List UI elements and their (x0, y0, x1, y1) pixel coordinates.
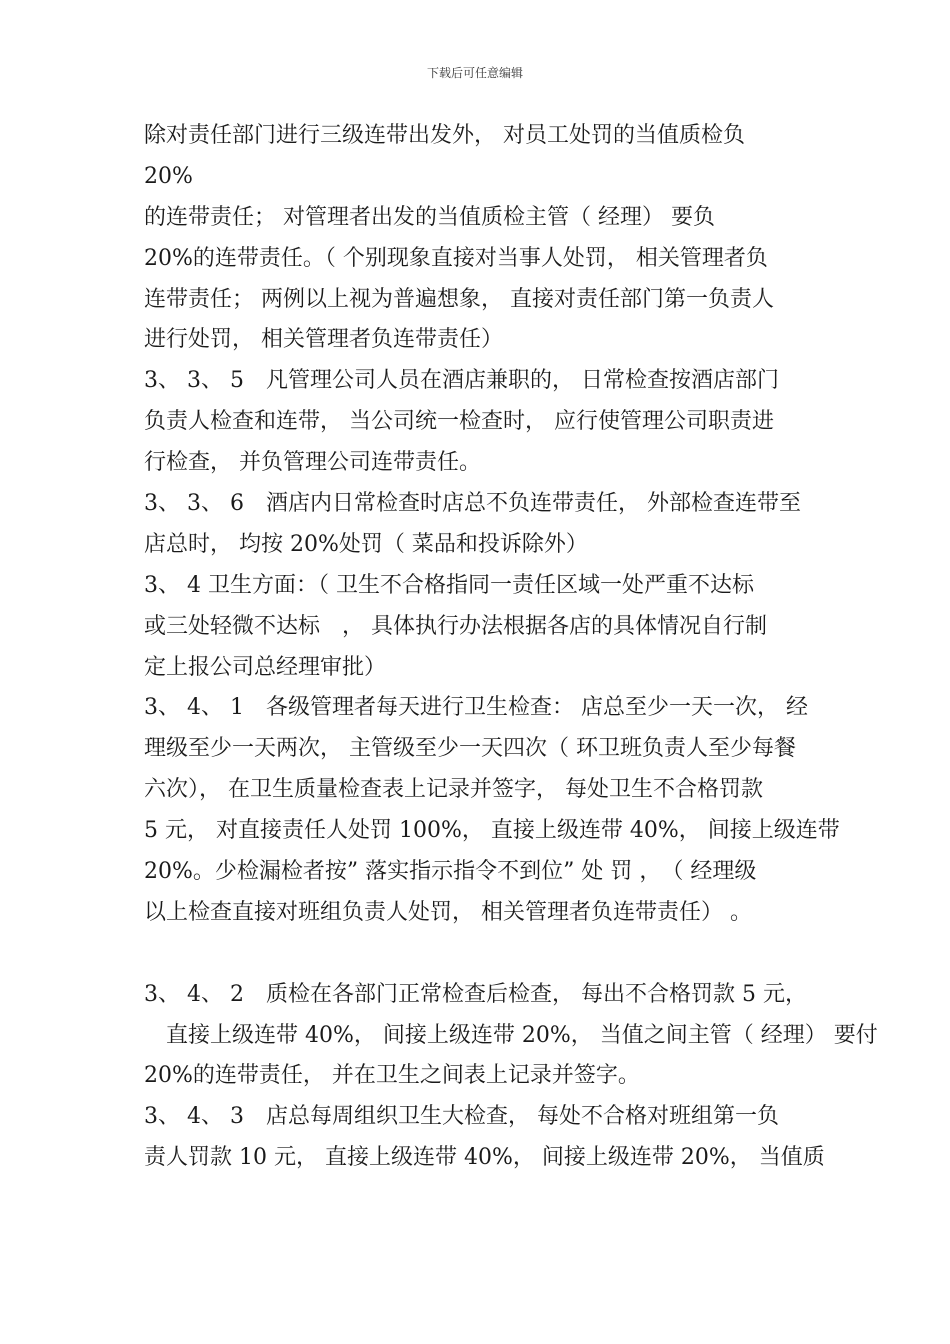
text-line: 店总时， 均按 20%处罚（ 菜品和投诉除外） (144, 531, 588, 557)
text-line: 进行处罚， 相关管理者负连带责任） (144, 327, 503, 353)
text-line: 连带责任； 两例以上视为普遍想象， 直接对责任部门第一负责人 (144, 286, 774, 312)
text-line: 20%。少检漏检者按” 落实指示指令不到位” 处 罚 ， （ 经理级 (144, 859, 757, 885)
page-header-note: 下载后可任意编辑 (426, 66, 523, 80)
text-line: 责人罚款 10 元， 直接上级连带 40%， 间接上级连带 20%， 当值质 (144, 1145, 825, 1171)
text-line: 20%的连带责任， 并在卫生之间表上记录并签字。 (144, 1063, 640, 1089)
text-line: 20% (144, 163, 193, 189)
text-line: 除对责任部门进行三级连带出发外， 对员工处罚的当值质检负 (144, 123, 745, 148)
text-line: 或三处轻微不达标 ， 具体执行办法根据各店的具体情况自行制 (144, 613, 767, 639)
text-line: 3、 4、 1 各级管理者每天进行卫生检查： 店总至少一天一次， 经 (144, 695, 808, 721)
text-line: 3、 3、 6 酒店内日常检查时店总不负连带责任， 外部检查连带至 (144, 491, 801, 517)
text-line: 理级至少一天两次， 主管级至少一天四次（ 环卫班负责人至少每餐 (144, 736, 796, 762)
text-line: 定上报公司总经理审批） (144, 654, 387, 680)
text-line: 六次）， 在卫生质量检查表上记录并签字， 每处卫生不合格罚款 (144, 777, 763, 803)
text-line: 3、 4 卫生方面：（ 卫生不合格指同一责任区域一处严重不达标 (144, 572, 754, 598)
blank-line (144, 934, 824, 975)
text-line: 直接上级连带 40%， 间接上级连带 20%， 当值之间主管（ 经理） 要付 (144, 1022, 878, 1048)
text-line: 5 元， 对直接责任人处罚 100%， 直接上级连带 40%， 间接上级连带 (144, 818, 840, 844)
text-line: 的连带责任； 对管理者出发的当值质检主管（ 经理） 要负 (144, 204, 715, 230)
text-line: 20%的连带责任。（ 个别现象直接对当事人处罚， 相关管理者负 (144, 245, 768, 271)
text-line: 负责人检查和连带， 当公司统一检查时， 应行使管理公司职责进 (144, 409, 774, 435)
text-line: 行检查， 并负管理公司连带责任。 (144, 450, 481, 476)
text-line: 以上检查直接对班组负责人处罚， 相关管理者负连带责任） 。 (144, 899, 752, 925)
text-line: 3、 3、 5 凡管理公司人员在酒店兼职的， 日常检查按酒店部门 (144, 368, 779, 394)
document-body (144, 116, 878, 1179)
text-line: 3、 4、 3 店总每周组织卫生大检查， 每处不合格对班组第一负 (144, 1104, 779, 1130)
text-line: 3、 4、 2 质检在各部门正常检查后检查， 每出不合格罚款 5 元， (144, 981, 807, 1007)
